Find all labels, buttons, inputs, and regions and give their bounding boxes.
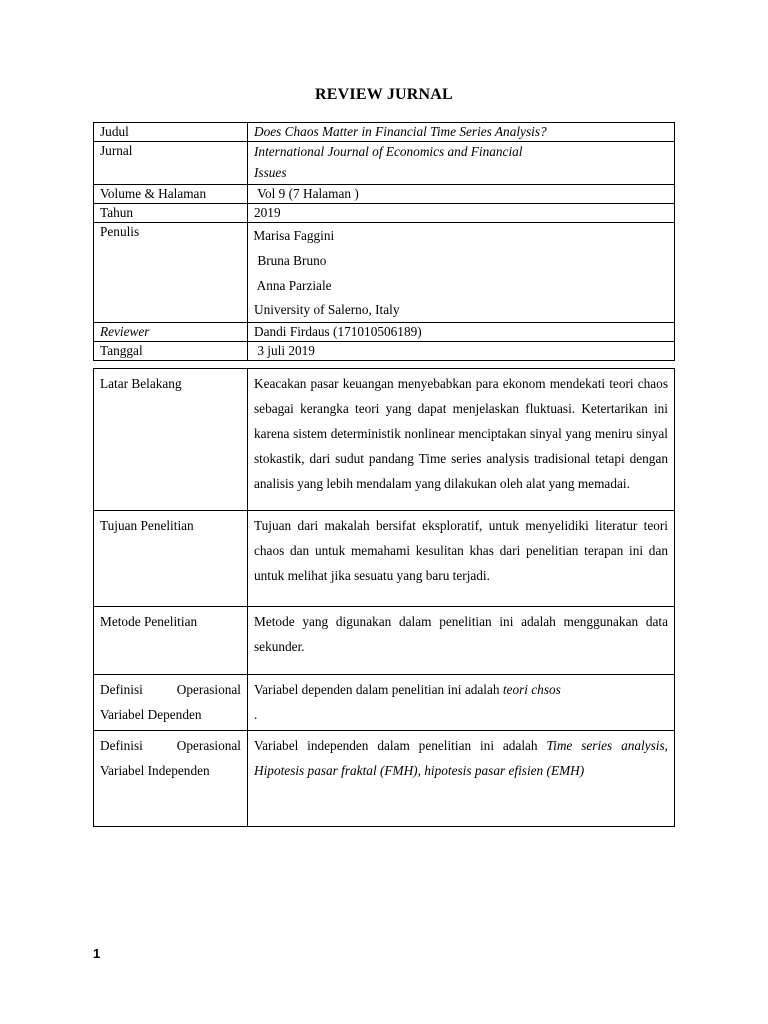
variabel-independen-text [248, 731, 675, 827]
variabel-dependen-label-line-2: Variabel Dependen [100, 707, 202, 722]
variabel-dependen-italic: teori chsos [502, 682, 561, 697]
variabel-dependen-label-line-1: Definisi Operasional [100, 682, 241, 697]
table-row [94, 204, 675, 223]
reviewer-label: Reviewer [94, 323, 248, 342]
table-row [94, 223, 675, 323]
table-row [94, 511, 675, 607]
jurnal-value [248, 142, 675, 185]
variabel-dependen-dot: . [254, 707, 258, 722]
tanggal-value: 3 juli 2019 [248, 342, 675, 361]
latar-belakang-label: Latar Belakang [94, 369, 248, 511]
variabel-dependen-text [248, 675, 675, 731]
tahun-value: 2019 [248, 204, 675, 223]
penulis-label: Penulis [94, 223, 248, 323]
variabel-independen-prefix: Variabel independen dalam penelitian ini adalah [254, 738, 547, 753]
journal-info-table [93, 122, 675, 361]
table-row [94, 323, 675, 342]
reviewer-value: Dandi Firdaus (171010506189) [248, 323, 675, 342]
table-row [94, 731, 675, 827]
review-table [93, 368, 675, 827]
table-row [94, 185, 675, 204]
variabel-dependen-prefix: Variabel dependen dalam penelitian ini adalah [254, 682, 503, 697]
affiliation: University of Salerno, Italy [254, 302, 400, 317]
judul-value: Does Chaos Matter in Financial Time Series Analysis? [248, 123, 675, 142]
jurnal-value-line-1: International Journal of Economics and Financial [254, 144, 523, 159]
variabel-independen-italic: Time series analysis, Hipotesis pasar fraktal (FMH), hipotesis pasar efisien (EMH) [254, 738, 668, 778]
author-1: Marisa Faggini [250, 228, 335, 243]
latar-belakang-text: Keacakan pasar keuangan menyebabkan para ekonom mendekati teori chaos sebagai kerangka teori yang dapat menjelaskan fluktuasi. Ketertarikan ini karena sistem deterministik nonlinear menciptakan sinyal yang meniru sinyal stokastik, dari sudut pandang Time series analysis tradisional tetapi dengan analisis yang lebih mendalam yang dilakukan oleh alat yang memadai. [248, 369, 675, 511]
volume-label: Volume & Halaman [94, 185, 248, 204]
author-2: Bruna Bruno [254, 253, 327, 268]
table-row [94, 123, 675, 142]
jurnal-value-line-2: Issues [254, 165, 287, 180]
table-row [94, 675, 675, 731]
variabel-independen-label [94, 731, 248, 827]
penulis-value [248, 223, 675, 323]
table-row [94, 369, 675, 511]
metode-penelitian-text: Metode yang digunakan dalam penelitian ini adalah menggunakan data sekunder. [248, 607, 675, 675]
table-row [94, 607, 675, 675]
table-row [94, 142, 675, 185]
variabel-independen-label-line-1: Definisi Operasional [100, 738, 241, 753]
author-3: Anna Parziale [254, 278, 332, 293]
tujuan-penelitian-label: Tujuan Penelitian [94, 511, 248, 607]
tujuan-penelitian-text: Tujuan dari makalah bersifat eksploratif, untuk menyelidiki literatur teori chaos dan untuk memahami kesulitan khas dari penelitian terapan ini dan untuk melihat jika sesuatu yang baru terjadi. [248, 511, 675, 607]
table-row [94, 342, 675, 361]
judul-label: Judul [94, 123, 248, 142]
page-number: 1 [93, 946, 101, 961]
tanggal-label: Tanggal [94, 342, 248, 361]
variabel-independen-label-line-2: Variabel Independen [100, 763, 210, 778]
volume-value: Vol 9 (7 Halaman ) [248, 185, 675, 204]
variabel-dependen-label [94, 675, 248, 731]
page-title: REVIEW JURNAL [315, 86, 453, 103]
jurnal-label: Jurnal [94, 142, 248, 185]
metode-penelitian-label: Metode Penelitian [94, 607, 248, 675]
tahun-label: Tahun [94, 204, 248, 223]
